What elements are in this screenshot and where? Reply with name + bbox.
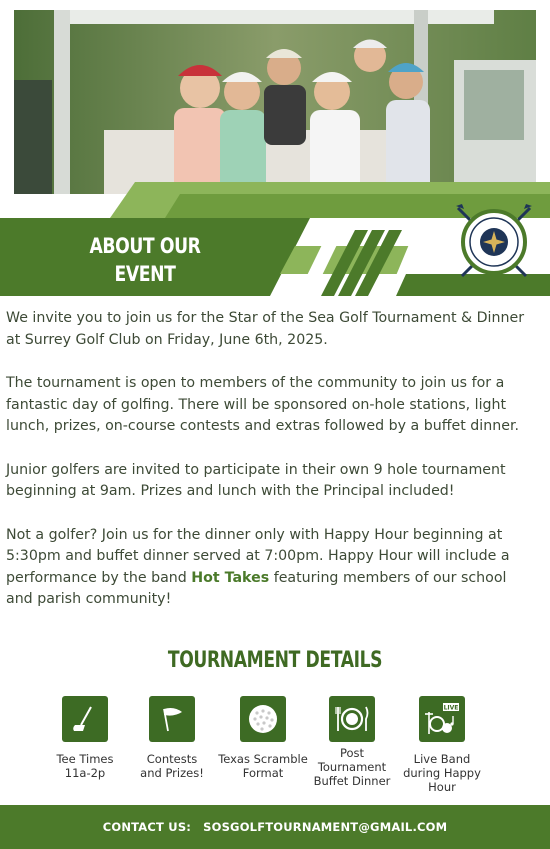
tournament-logo: [452, 204, 536, 280]
feature-label-line: Format: [242, 766, 284, 780]
feature-format: [213, 696, 313, 780]
feature-label-line: Contests: [146, 752, 198, 766]
contact-email-link[interactable]: SOSGOLFTOURNAMENT@GMAIL.COM: [203, 820, 448, 834]
intro-paragraph: We invite you to join us for the Star of the Sea Golf Tournament & Dinner at Surrey Golf Club on Friday, June 6th, 2025.: [6, 310, 525, 348]
golf-club-icon: [62, 696, 108, 742]
live-band-icon: [419, 696, 465, 742]
feature-contests: [122, 696, 222, 780]
details-heading: TOURNAMENT DETAILS: [167, 648, 383, 673]
about-title-line2: EVENT: [114, 262, 176, 286]
feature-tee-times: [35, 696, 135, 780]
about-title: [75, 232, 214, 288]
feature-label-line: 11a-2p: [64, 766, 106, 780]
dinner-text-start: Not a golfer? Join us for the dinner only with Happy Hour beginning at 5:30pm and buffet dinner served at 7:00pm. Happy Hour will include a performance by the band: [6, 526, 510, 586]
feature-label-line: Live Band: [413, 752, 471, 766]
feature-label-line: Post: [339, 746, 365, 760]
golf-flag-icon: [149, 696, 195, 742]
feature-live-band: [392, 696, 492, 794]
about-title-line1: ABOUT OUR: [89, 234, 201, 258]
feature-label-line: Tournament: [317, 760, 387, 774]
live-badge-text: LIVE: [443, 704, 459, 712]
feature-label-line: and Prizes!: [140, 766, 204, 780]
feature-dinner: [302, 696, 402, 788]
dinner-text-end: featuring members of our school and parish community!: [6, 569, 507, 607]
feature-label-line: Hour: [428, 780, 456, 794]
golf-ball-icon: [240, 696, 286, 742]
dinner-paragraph: [6, 525, 536, 611]
contact-footer: [0, 805, 550, 849]
feature-label-line: Texas Scramble: [218, 752, 308, 766]
feature-label-line: during Happy: [403, 766, 481, 780]
feature-label-line: Buffet Dinner: [313, 774, 391, 788]
junior-paragraph: Junior golfers are invited to participate in their own 9 hole tournament beginning at 9am. Prizes and lunch with the Principal included!: [6, 461, 506, 499]
feature-label-line: Tee Times: [56, 752, 114, 766]
band-name: Hot Takes: [191, 569, 270, 586]
hero-photo: [14, 10, 536, 194]
event-description: [6, 308, 536, 633]
tournament-paragraph: The tournament is open to members of the community to join us for a fantastic day of golfing. There will be sponsored on-hole stations, light lunch, prizes, on-course contests and extras followed by a buffet dinner.: [6, 375, 519, 434]
dinner-plate-icon: [329, 696, 375, 742]
contact-label: CONTACT US:: [102, 820, 192, 834]
